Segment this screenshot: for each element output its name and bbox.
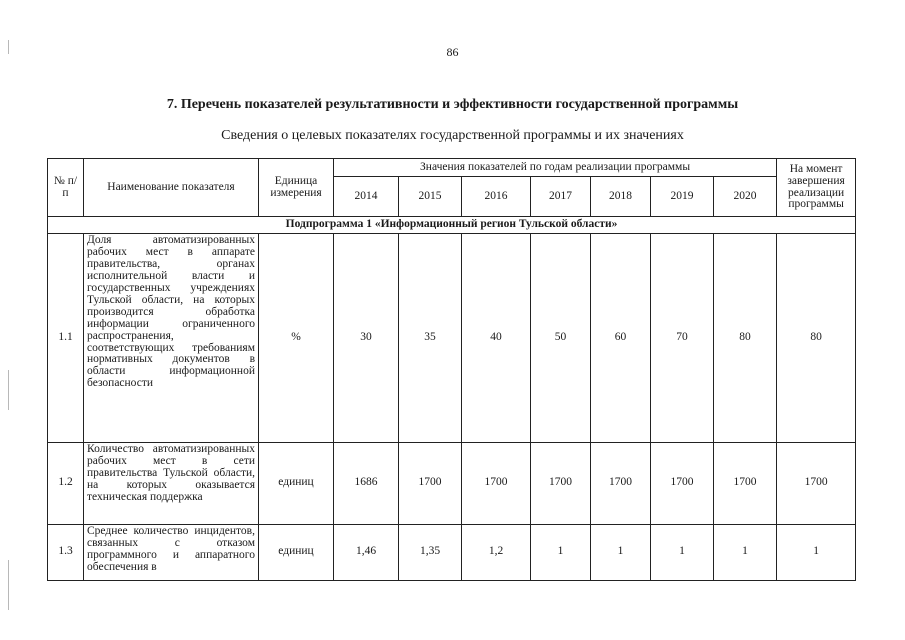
row-num: 1.3 xyxy=(48,524,84,580)
header-year: 2015 xyxy=(399,177,462,217)
subprogram-row xyxy=(48,217,856,234)
header-year: 2017 xyxy=(531,177,591,217)
row-unit: единиц xyxy=(259,442,334,524)
row-value: 30 xyxy=(334,233,399,442)
scan-margin-mark xyxy=(8,560,9,610)
row-final: 80 xyxy=(777,233,856,442)
row-value: 50 xyxy=(531,233,591,442)
indicators-table xyxy=(47,158,856,581)
row-unit: % xyxy=(259,233,334,442)
row-value: 1686 xyxy=(334,442,399,524)
row-name xyxy=(84,524,259,580)
table-row xyxy=(48,524,856,580)
row-value: 1 xyxy=(714,524,777,580)
row-name-text: Среднее количество инцидентов, связанных с отказом программного и аппаратного обеспечения в xyxy=(87,524,255,573)
row-value: 1700 xyxy=(462,442,531,524)
header-final: На момент завершения реализации программы xyxy=(777,159,856,217)
row-value: 35 xyxy=(399,233,462,442)
row-value: 1700 xyxy=(714,442,777,524)
header-unit: Единица измерения xyxy=(259,159,334,217)
header-year: 2016 xyxy=(462,177,531,217)
row-value: 1,46 xyxy=(334,524,399,580)
row-value: 1700 xyxy=(531,442,591,524)
row-value: 1 xyxy=(651,524,714,580)
header-year: 2014 xyxy=(334,177,399,217)
header-name: Наименование показателя xyxy=(84,159,259,217)
row-value: 1700 xyxy=(651,442,714,524)
table-row xyxy=(48,442,856,524)
table-row xyxy=(48,233,856,442)
row-name: Доля автоматизированных рабочих мест в аппарате правительства, органах исполнительной власти и государственных учреждениях Тульской области, на которых производится обработка информации ограниченного распространения, соответствующих требованиям нормативных документов в области информационной безопасности xyxy=(84,233,259,442)
section-title: 7. Перечень показателей результативности и эффективности государственной программы xyxy=(166,97,739,112)
row-value: 1700 xyxy=(399,442,462,524)
row-num: 1.1 xyxy=(48,233,84,442)
row-value: 40 xyxy=(462,233,531,442)
subprogram-title: Подпрограмма 1 «Информационный регион Тульской области» xyxy=(48,217,856,234)
row-final: 1700 xyxy=(777,442,856,524)
row-value: 60 xyxy=(591,233,651,442)
header-year: 2019 xyxy=(651,177,714,217)
row-num: 1.2 xyxy=(48,442,84,524)
row-value: 1 xyxy=(591,524,651,580)
header-num: № п/п xyxy=(48,159,84,217)
row-value: 1,35 xyxy=(399,524,462,580)
page-number: 86 xyxy=(446,45,459,59)
header-values-group: Значения показателей по годам реализации программы xyxy=(334,159,777,177)
section-subtitle: Сведения о целевых показателях государственной программы и их значениях xyxy=(221,128,684,143)
scan-margin-mark xyxy=(8,370,9,410)
row-value: 80 xyxy=(714,233,777,442)
row-unit: единиц xyxy=(259,524,334,580)
row-value: 1 xyxy=(531,524,591,580)
header-year: 2020 xyxy=(714,177,777,217)
header-row-top xyxy=(48,159,856,177)
row-name: Количество автоматизированных рабочих мест в сети правительства Тульской области, на которых оказывается техническая поддержка xyxy=(84,442,259,524)
row-value: 1,2 xyxy=(462,524,531,580)
row-value: 1700 xyxy=(591,442,651,524)
row-value: 70 xyxy=(651,233,714,442)
row-final: 1 xyxy=(777,524,856,580)
header-year: 2018 xyxy=(591,177,651,217)
